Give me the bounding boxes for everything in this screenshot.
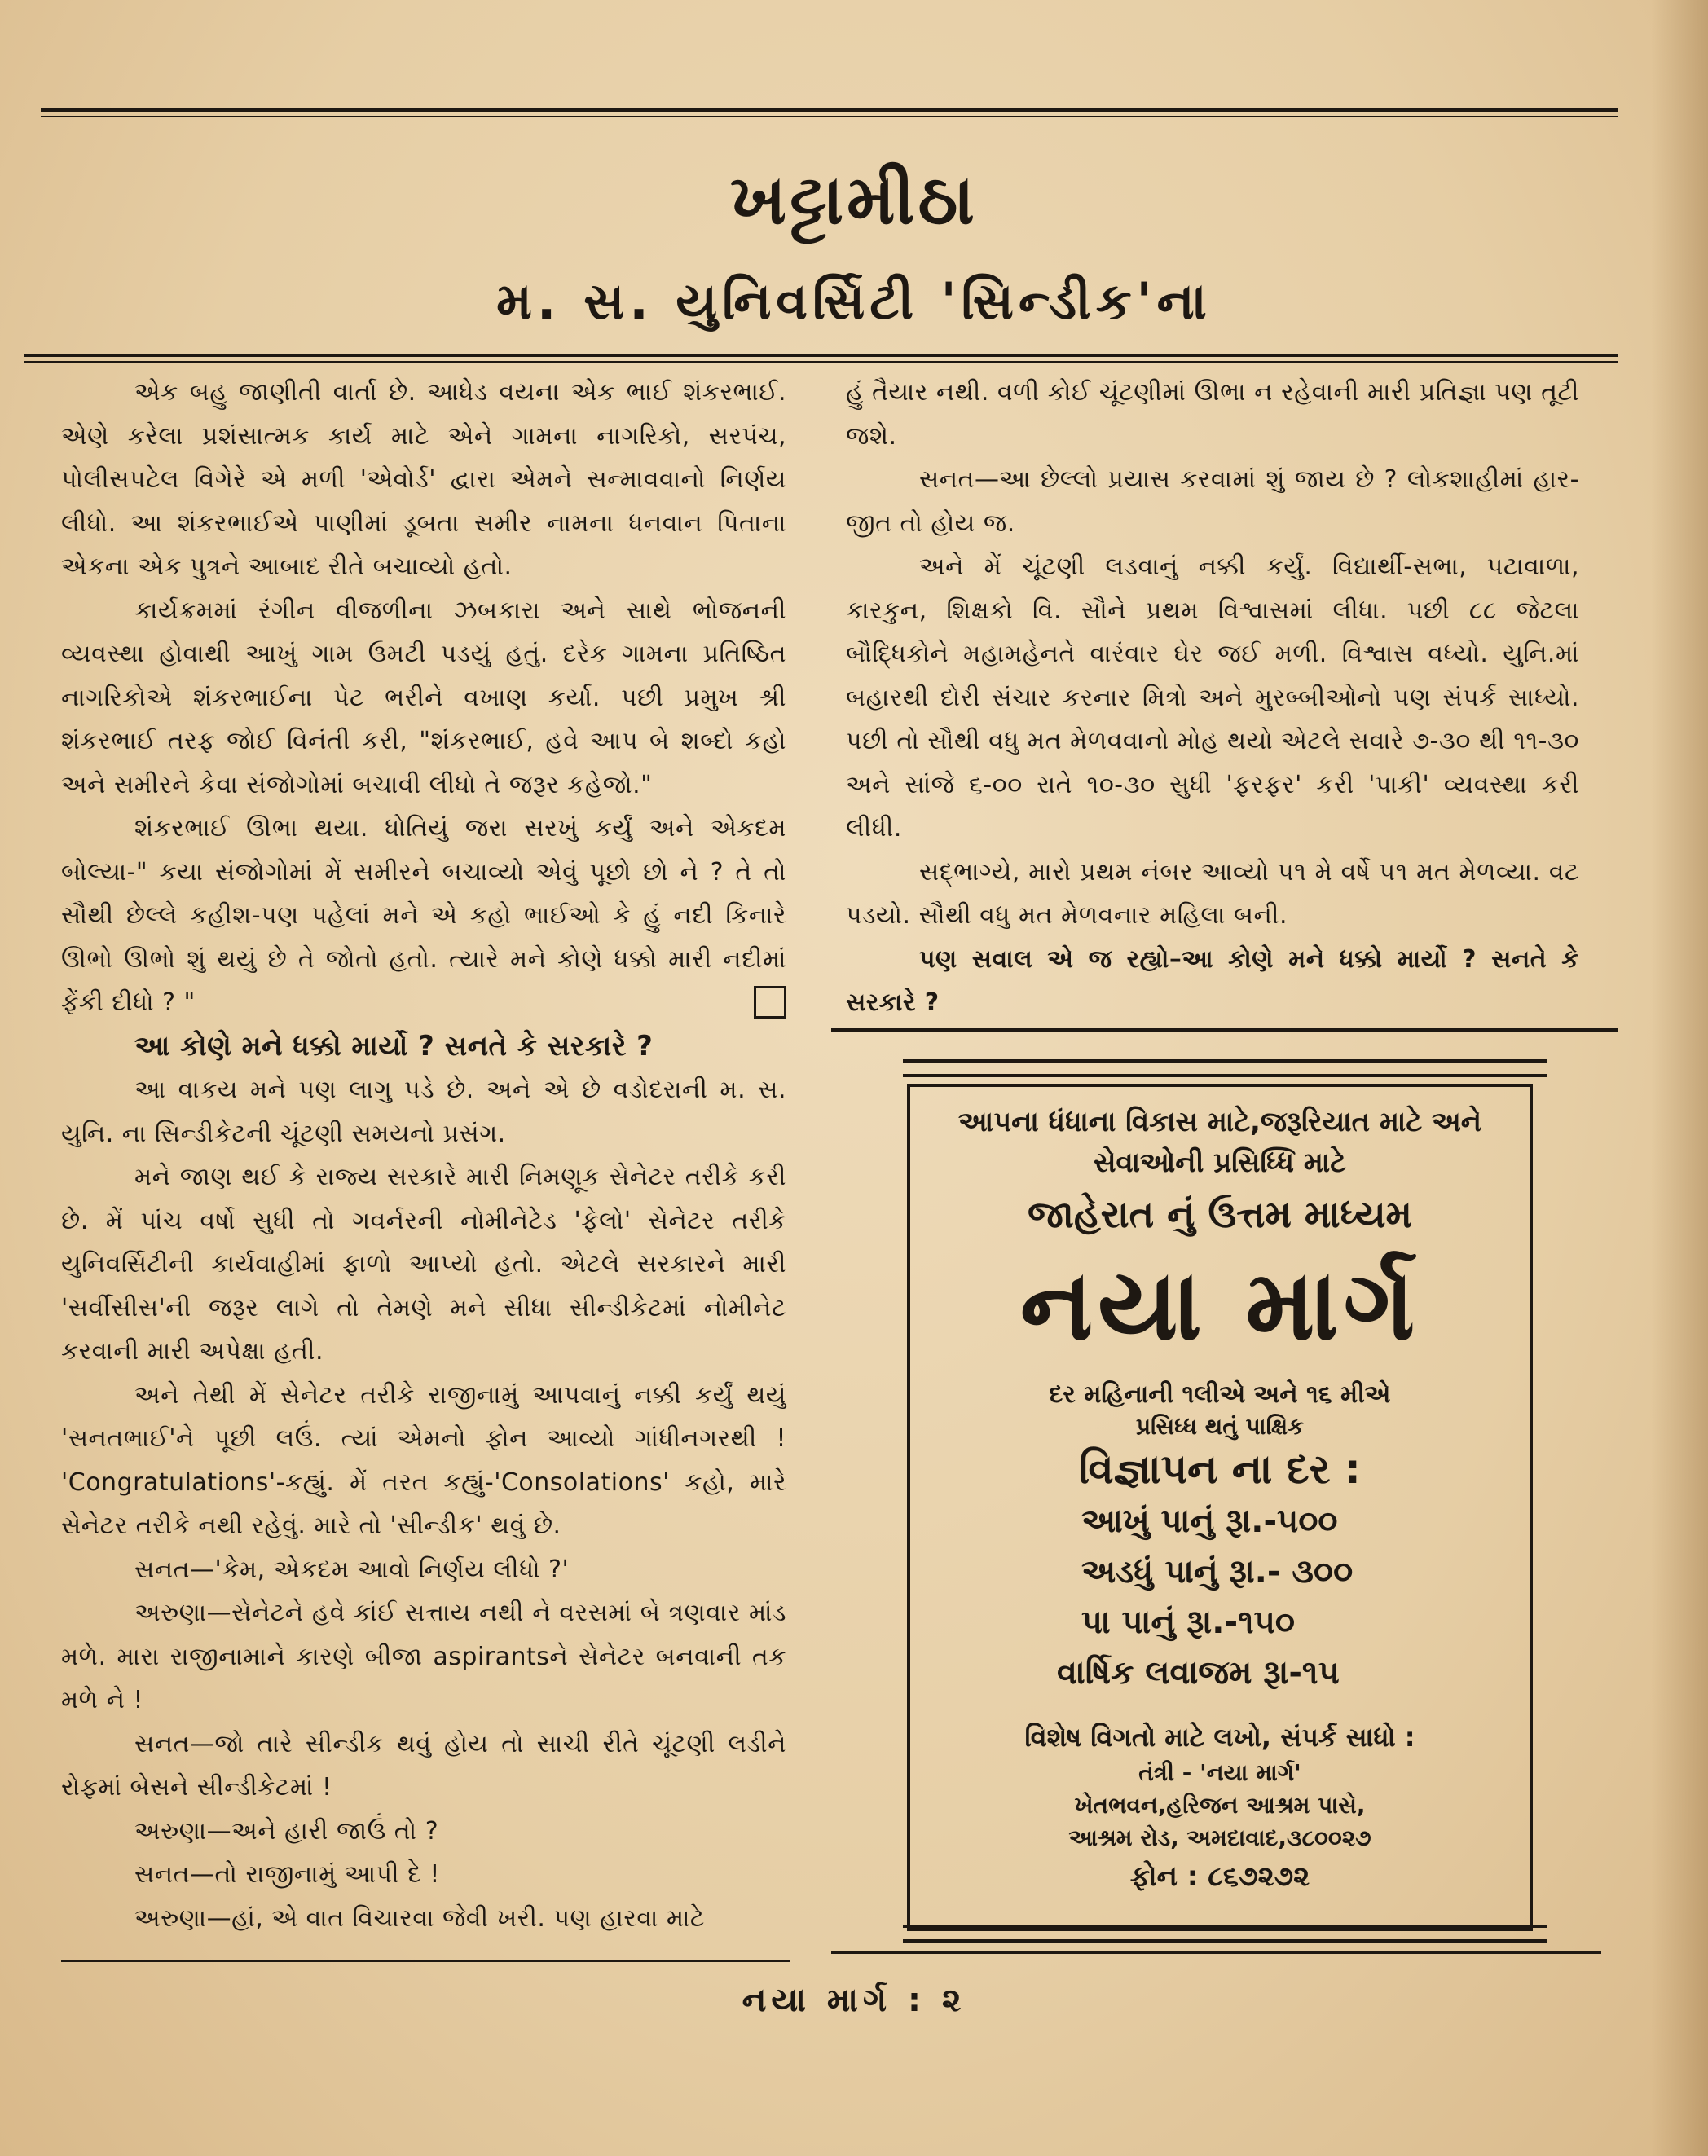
paragraph-1: એક બહુ જાણીતી વાર્તા છે. આધેડ વયના એક ભાઈ શંકરભાઈ. એણે કરેલા પ્રશંસાત્મક કાર્ય માટે એને ગામના નાગરિકો, સરપંચ, પોલીસપટેલ વિગેરે એ મળી 'એવોર્ડ' દ્વારા એમને સન્માવવાનો નિર્ણય લીધો. આ શંકરભાઈએ પાણીમાં ડૂબતા સમીર નામના ધનવાન પિતાના એકના એક પુત્રને આબાદ રીતે બચાવ્યો હતો. xyxy=(61,378,786,581)
left-column xyxy=(61,371,786,1940)
dialogue-sanat-1: સનત—'કેમ, એકદમ આવો નિર્ણય લીધો ?' xyxy=(134,1555,570,1584)
ad-intro-line1: આપના ધંધાના વિકાસ માટે,જરૂરિયાત માટે અને xyxy=(957,1106,1482,1138)
top-rule-lower xyxy=(41,116,1618,117)
closing-question: પણ સવાલ એ જ રહ્યો–આ કોણે મને ધક્કો માર્યો ? સનતે કે સરકારે ? xyxy=(846,944,1579,1017)
ad-scroll-top xyxy=(903,1059,1547,1077)
ad-intro-line2: સેવાઓની પ્રસિધ્ધિ માટે xyxy=(1094,1146,1346,1179)
column-divider xyxy=(823,371,825,1984)
bottom-rule-right xyxy=(831,1951,1601,1954)
bottom-rule-left xyxy=(61,1960,790,1962)
header-rule-lower xyxy=(24,361,1618,363)
ad-contact-line4: આશ્રમ રોડ, અમદાવાદ,૩૮૦૦૨૭ xyxy=(1068,1824,1371,1851)
ad-publish-line2: પ્રસિધ્ધ થતું પાક્ષિક xyxy=(1135,1413,1305,1440)
checkbox-square-icon xyxy=(754,986,786,1019)
ad-contact-line2: તંત્રી - 'નયા માર્ગ' xyxy=(1138,1759,1301,1786)
dialogue-sanat-4: સનત—આ છેલ્લો પ્રયાસ કરવામાં શું જાય છે ? લોકશાહીમાં હાર-જીત તો હોય જ. xyxy=(846,465,1579,538)
header-rule xyxy=(24,354,1618,357)
paragraph-5: આ વાકય મને પણ લાગુ પડે છે. અને એ છે વડોદરાની મ. સ. યુનિ. ના સિન્ડીકેટની ચૂંટણી સમયનો પ્રસંગ. xyxy=(61,1076,786,1148)
dialogue-aruna-2: અરુણા—અને હારી જાઉં તો ? xyxy=(134,1816,439,1846)
paragraph-7: અને તેથી મેં સેનેટર તરીકે રાજીનામું આપવાનું નક્કી કર્યું થયું 'સનતભાઈ'ને પૂછી લઉં. ત્યાં એમનો ફોન આવ્યો ગાંધીનગરથી ! 'Congratulations'-કહ્યું. મેં તરત કહ્યું-'Consolations' કહો, મારે સેનેટર તરીકે નથી રહેવું. મારે તો 'સીન્ડીક' થવું છે. xyxy=(61,1380,786,1540)
top-rule xyxy=(41,108,1618,112)
ad-rates-list xyxy=(910,1496,1530,1698)
paragraph-3 xyxy=(61,807,786,1025)
ad-rate-half-page: અડધું પાનું રૂા.- ૩૦૦ xyxy=(1081,1553,1354,1591)
column-title: ખટ્ટામીઠા xyxy=(730,160,978,240)
dialogue-aruna-1: અરુણા—સેનેટને હવે કાંઈ સત્તાય નથી ને વરસમાં બે ત્રણવાર માંડ મળે. મારા રાજીનામાને કારણે બીજા aspirantsને સેનેટર બનવાની તક મળે ને ! xyxy=(61,1599,786,1714)
dialogue-sanat-2: સનત—જો તારે સીન્ડીક થવું હોય તો સાચી રીતે ચૂંટણી લડીને રોફમાં બેસને સીન્ડીકેટમાં ! xyxy=(61,1729,786,1802)
ad-phone: ફોન : ૮૬૭૨૭૨ xyxy=(1129,1860,1310,1893)
dialogue-aruna-3: અરુણા—હાં, એ વાત વિચારવા જેવી ખરી. પણ હારવા માટે xyxy=(134,1903,705,1933)
ad-logo: નયા માર્ગ xyxy=(1019,1249,1420,1362)
ad-rates-heading: વિજ્ઞાપન ના દર : xyxy=(1079,1445,1361,1493)
paragraph-election: અને મેં ચૂંટણી લડવાનું નક્કી કર્યું. વિદ્યાર્થી-સભા, પટાવાળા, કારકુન, શિક્ષકો વિ. સૌને પ્રથમ વિશ્વાસમાં લીધા. પછી ૮૮ જેટલા બૌદ્ધિકોને મહામહેનતે વારંવાર ઘેર જઈ મળી. વિશ્વાસ વધ્યો. યુનિ.માં બહારથી દોરી સંચાર કરનાર મિત્રો અને મુરબ્બીઓનો પણ સંપર્ક સાધ્યો. પછી તો સૌથી વધુ મત મેળવવાનો મોહ થયો એટલે સવારે ૭-૩૦ થી ૧૧-૩૦ અને સાંજે ૬-૦૦ રાતે ૧૦-૩૦ સુધી 'ફરફર' કરી 'પાકી' વ્યવસ્થા કરી લીધી. xyxy=(846,552,1579,843)
article-subtitle: મ. સ. યુનિવર્સિટી 'સિન્ડીક'ના xyxy=(496,271,1212,331)
ad-contact-line3: ખેતભવન,હરિજન આશ્રમ પાસે, xyxy=(1074,1792,1366,1819)
right-column xyxy=(846,371,1579,1025)
ad-rate-annual-subscription: વાર્ષિક લવાજમ રૂા-૧૫ xyxy=(1057,1654,1340,1692)
ad-intro-line3: જાહેરાત નું ઉત્તમ માધ્યમ xyxy=(1028,1192,1412,1236)
ad-contact-line1: વિશેષ વિગતો માટે લખો, સંપર્ક સાધો : xyxy=(1024,1722,1415,1753)
ad-separator-rule xyxy=(831,1028,1618,1032)
question-highlight: આ કોણે મને ધક્કો માર્યો ? સનતે કે સરકારે ? xyxy=(134,1029,654,1063)
dialogue-sanat-3: સનત—તો રાજીનામું આપી દે ! xyxy=(134,1860,440,1889)
paragraph-6: મને જાણ થઈ કે રાજ્ય સરકારે મારી નિમણૂક સેનેટર તરીકે કરી છે. મેં પાંચ વર્ષો સુધી તો ગવર્નરની નોમીનેટેડ 'ફેલો' સેનેટર તરીકે યુનિવર્સિટીની કાર્યવાહીમાં ફાળો આપ્યો હતો. એટલે સરકારને મારી 'સર્વીસીસ'ની જરૂર લાગે તો તેમણે મને સીધા સીન્ડીકેટમાં નોમીનેટ કરવાની મારી અપેક્ષા હતી. xyxy=(61,1163,786,1366)
ad-rate-full-page: આખું પાનું રૂા.-૫૦૦ xyxy=(1081,1503,1338,1540)
page-footer: નયા માર્ગ : ૨ xyxy=(742,1982,966,2019)
paragraph-continuation: હું તૈયાર નથી. વળી કોઈ ચૂંટણીમાં ઊભા ન રહેવાની મારી પ્રતિજ્ઞા પણ તૂટી જશે. xyxy=(846,378,1579,451)
ad-rate-quarter-page: પા પાનું રૂા.-૧૫૦ xyxy=(1081,1604,1296,1641)
paragraph-2: કાર્યક્રમમાં રંગીન વીજળીના ઝબકારા અને સાથે ભોજનની વ્યવસ્થા હોવાથી આખું ગામ ઉમટી પડયું હતું. દરેક ગામના પ્રતિષ્ઠિત નાગરિકોએ શંકરભાઈના પેટ ભરીને વખાણ કર્યા. પછી પ્રમુખ શ્રી શંકરભાઈ તરફ જોઈ વિનંતી કરી, "શંકરભાઈ, હવે આપ બે શબ્દો કહો અને સમીરને કેવા સંજોગોમાં બચાવી લીધો તે જરૂર કહેજો." xyxy=(61,596,786,799)
ad-publish-line1: દર મહિનાની ૧લીએ અને ૧૬ મીએ xyxy=(1049,1380,1391,1409)
paragraph-result: સદ્ભાગ્યે, મારો પ્રથમ નંબર આવ્યો ૫૧ મે વર્ષે ૫૧ મત મેળવ્યા. વટ પડયો. સૌથી વધુ મત મેળવનાર મહિલા બની. xyxy=(846,857,1579,930)
ad-scroll-bottom xyxy=(903,1925,1547,1943)
paragraph-3-text: શંકરભાઈ ઊભા થયા. ધોતિયું જરા સરખું કર્યું અને એકદમ બોલ્યા-" કયા સંજોગોમાં મેં સમીરને બચાવ્યો એવું પૂછો છો ને ? તે તો સૌથી છેલ્લે કહીશ-પણ પહેલાં મને એ કહો ભાઈઓ કે હું નદી કિનારે ઊભો ઊભો શું થયું છે તે જોતો હતો. ત્યારે મને કોણે ધક્કો મારી નદીમાં ફેંકી દીધો ? " xyxy=(61,814,786,1017)
advertisement-box xyxy=(907,1084,1533,1931)
